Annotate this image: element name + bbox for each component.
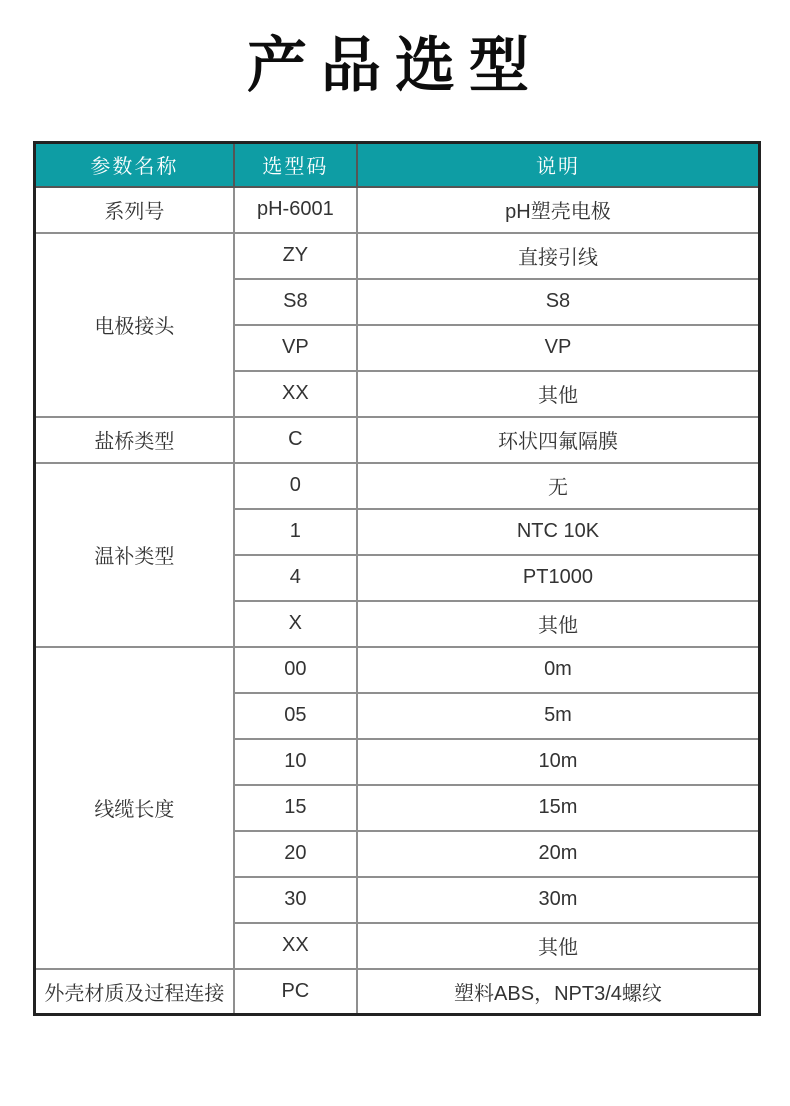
selection-code-cell: X: [234, 601, 357, 647]
description-cell: pH塑壳电极: [357, 187, 760, 233]
description-cell: 5m: [357, 693, 760, 739]
param-name-cell: 系列号: [35, 187, 234, 233]
selection-table-body: [35, 187, 760, 1015]
selection-code-cell: pH-6001: [234, 187, 357, 233]
param-name-cell: 温补类型: [35, 463, 234, 647]
table-row: [35, 647, 760, 693]
description-cell: 20m: [357, 831, 760, 877]
description-cell: 其他: [357, 923, 760, 969]
description-cell: PT1000: [357, 555, 760, 601]
description-cell: 10m: [357, 739, 760, 785]
selection-table: [33, 141, 761, 1016]
description-cell: VP: [357, 325, 760, 371]
selection-code-cell: 15: [234, 785, 357, 831]
selection-code-cell: 10: [234, 739, 357, 785]
description-cell: 塑料ABS，NPT3/4螺纹: [357, 969, 760, 1015]
description-cell: 其他: [357, 601, 760, 647]
description-cell: 0m: [357, 647, 760, 693]
param-name-cell: 线缆长度: [35, 647, 234, 969]
selection-code-cell: 4: [234, 555, 357, 601]
param-name-cell: 外壳材质及过程连接: [35, 969, 234, 1015]
description-cell: S8: [357, 279, 760, 325]
selection-code-cell: ZY: [234, 233, 357, 279]
table-row: [35, 969, 760, 1015]
selection-code-cell: XX: [234, 371, 357, 417]
header-cell-description: 说明: [357, 143, 760, 187]
header-cell-parameter-name: 参数名称: [35, 143, 234, 187]
description-cell: 其他: [357, 371, 760, 417]
selection-code-cell: XX: [234, 923, 357, 969]
description-cell: 15m: [357, 785, 760, 831]
page-title: 产品选型: [247, 32, 543, 99]
selection-code-cell: S8: [234, 279, 357, 325]
selection-code-cell: 1: [234, 509, 357, 555]
description-cell: 直接引线: [357, 233, 760, 279]
description-cell: NTC 10K: [357, 509, 760, 555]
description-cell: 环状四氟隔膜: [357, 417, 760, 463]
selection-code-cell: 05: [234, 693, 357, 739]
description-cell: 30m: [357, 877, 760, 923]
table-row: [35, 417, 760, 463]
param-name-cell: 盐桥类型: [35, 417, 234, 463]
table-row: [35, 233, 760, 279]
table-row: [35, 463, 760, 509]
selection-code-cell: PC: [234, 969, 357, 1015]
selection-code-cell: 30: [234, 877, 357, 923]
selection-code-cell: 00: [234, 647, 357, 693]
description-cell: 无: [357, 463, 760, 509]
param-name-cell: 电极接头: [35, 233, 234, 417]
selection-code-cell: 0: [234, 463, 357, 509]
selection-code-cell: 20: [234, 831, 357, 877]
selection-code-cell: C: [234, 417, 357, 463]
table-row: [35, 187, 760, 233]
table-header-row: [35, 143, 760, 187]
selection-code-cell: VP: [234, 325, 357, 371]
header-cell-selection-code: 选型码: [234, 143, 357, 187]
